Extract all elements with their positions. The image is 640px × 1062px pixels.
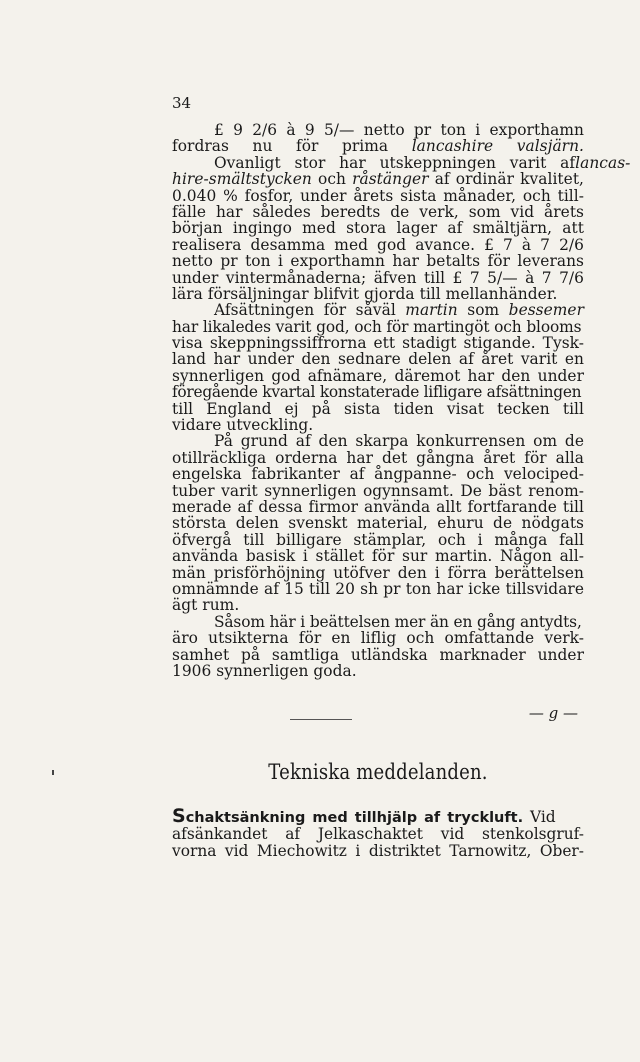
text-line: vidare utveckling.: [172, 416, 314, 435]
text-line: £ 9 2/6 à 9 5/— netto pr ton i exporthamn: [214, 121, 584, 139]
page-number: 34: [172, 94, 192, 112]
text-line: använda basisk i stället för sur martin. Någon all-: [172, 547, 584, 566]
text-line: största delen svenskt material, ehuru de nödgats: [172, 514, 584, 533]
text-line: visa skeppningssiffrorna ett stadigt stigande. Tysk-: [172, 334, 584, 353]
text-line: fordras nu för prima lancashire valsjärn.: [172, 137, 584, 156]
text-line: netto pr ton i exporthamn har betalts för leverans: [172, 252, 584, 271]
text-line: äro utsikterna för en liflig och omfattande verk-: [172, 629, 584, 648]
text-line: otillräckliga orderna har det gångna året för alla: [172, 448, 584, 467]
text-line: 0.040 % fosfor, under årets sista månader, och till-: [172, 186, 584, 205]
text-line: På grund af den skarpa konkurrensen om de: [214, 432, 584, 451]
text-line: till England ej på sista tiden visat tecken till: [172, 399, 584, 418]
article: [172, 805, 584, 861]
text-line: Såsom här i beättelsen mer än en gång antydts,: [214, 612, 582, 631]
text-line: merade af dessa firmor använda allt fortfarande till: [172, 497, 584, 516]
text-line: hire-smältstycken och råstänger af ordinär kvalitet,: [172, 170, 584, 189]
text-line: synnerligen god afnämare, däremot har den under: [172, 366, 584, 385]
text-line: afsänkandet af Jelkaschaktet vid stenkolsgruf-: [172, 824, 584, 843]
separator-rule: [290, 719, 352, 720]
text-line: fälle har således beredts de verk, som vid årets: [172, 202, 584, 221]
text-line: män prisförhöjning utöfver den i förra berättelsen: [172, 563, 584, 582]
text-line: 1906 synnerligen goda.: [172, 661, 357, 680]
margin-mark: [52, 770, 54, 775]
text-line: vorna vid Miechowitz i distriktet Tarnowitz, Ober-: [172, 842, 584, 860]
body-text: [172, 121, 631, 680]
text-line: har likaledes varit god, och för martingöt och blooms: [172, 317, 582, 336]
text-line: under vintermånaderna; äfven till £ 7 5/— à 7 7/6: [172, 268, 584, 287]
text-line: öfvergå till billigare stämplar, och i många fall: [172, 530, 584, 549]
text-line: land har under den sednare delen af året varit en: [172, 350, 584, 369]
text-line: lära försäljningar blifvit gjorda till mellanhänder.: [172, 284, 558, 303]
signature: — g —: [528, 704, 578, 722]
text-line: engelska fabrikanter af ångpanne- och velociped-: [172, 465, 584, 484]
text-line: föregående kvartal konstaterade lifligare afsättningen: [172, 383, 582, 402]
article-title-line: Schaktsänkning med tillhjälp af tryckluft. Vid: [172, 805, 556, 827]
text-line: samhet på samtliga utländska marknader under: [172, 645, 584, 664]
section-heading: Tekniska meddelanden.: [268, 760, 488, 784]
text-line: Afsättningen för såväl martin som bessemer: [214, 301, 584, 320]
text-line: Ovanligt stor har utskeppningen varit af lancas-: [214, 153, 631, 172]
text-line: början ingingo med stora lager af smältjärn, att: [172, 219, 584, 238]
text-line: omnämnde af 15 till 20 sh pr ton har icke tillsvidare: [172, 579, 584, 598]
text-line: tuber varit synnerligen ogynnsamt. De bäst renom-: [172, 481, 584, 500]
text-line: ägt rum.: [172, 596, 240, 615]
text-line: realisera desamma med god avance. £ 7 à 7 2/6: [172, 235, 584, 254]
signature-row: [172, 704, 584, 724]
article-title: Schaktsänkning med tillhjälp af tryckluft.: [172, 805, 524, 827]
